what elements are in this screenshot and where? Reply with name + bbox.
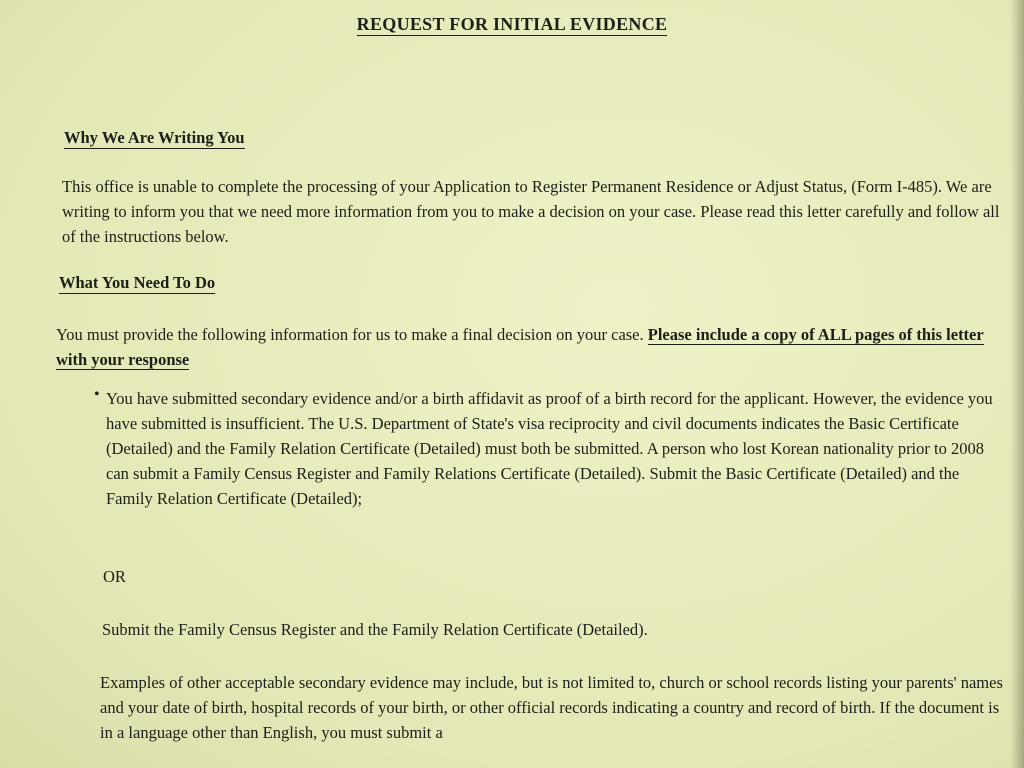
letter-title: REQUEST FOR INITIAL EVIDENCE (356, 14, 668, 34)
heading-what-to-do: What You Need To Do (59, 273, 216, 292)
alternative-submission: Submit the Family Census Register and the Family Relation Certificate (Detailed). (102, 620, 648, 639)
paragraph-what-to-do (56, 322, 991, 372)
intro-text: You must provide the following information for us to make a final decision on your case. (56, 325, 644, 344)
heading-why-writing: Why We Are Writing You (64, 128, 245, 147)
intro-emphasis: Please include a copy of ALL pages of this letter with your response (56, 325, 984, 369)
bullet-secondary-evidence: You have submitted secondary evidence and/or a birth affidavit as proof of a birth record for the applicant. However, the evidence you have submitted is insufficient. The U.S. Department of State's visa reciprocity and civil documents indicates the Basic Certificate (Detailed) and the Family Relation Certificate (Detailed) must both be submitted. A person who lost Korean nationality prior to 2008 can submit a Family Census Register and Family Relations Certificate (Detailed). Submit the Basic Certificate (Detailed) and the Family Relation Certificate (Detailed); (106, 389, 993, 508)
bullet-dot: • (94, 386, 100, 403)
paragraph-why-writing: This office is unable to complete the processing of your Application to Register Permanent Residence or Adjust Status, (Form I-485). We are writing to inform you that we need more information from you to make a decision on your case. Please read this letter carefully and follow all of the instructions below. (62, 177, 1000, 246)
paragraph-examples: Examples of other acceptable secondary evidence may include, but is not limited to, church or school records listing your parents' names and your date of birth, hospital records of your birth, or other official records indicating a country and record of birth. If the document is in a language other than English, you must submit a (100, 673, 1003, 742)
or-separator: OR (103, 567, 126, 586)
page-edge-shadow (1010, 0, 1024, 768)
